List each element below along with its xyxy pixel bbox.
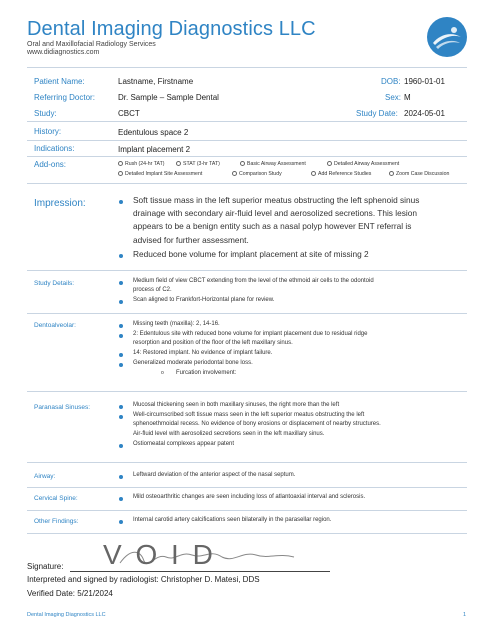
divider bbox=[27, 510, 467, 511]
study-value: CBCT bbox=[118, 109, 140, 118]
study-date-value: 2024-05-01 bbox=[404, 109, 445, 118]
dentoalveolar-item: Generalized moderate periodontal bone loss. bbox=[133, 360, 253, 366]
page-number: 1 bbox=[463, 612, 467, 618]
study-details-item: Medium field of view CBCT extending from the level of the ethmoid air cells to the odontoid process of C2. bbox=[133, 278, 374, 294]
airway-label: Airway: bbox=[34, 473, 56, 480]
bullet bbox=[119, 475, 123, 479]
bullet bbox=[119, 444, 123, 448]
impression-text-2: Reduced bone volume for implant placement at site of missing 2 bbox=[133, 249, 369, 259]
cervical-item: Mild osteoarthritic changes are seen including loss of atlantoaxial interval and sclerosis. bbox=[133, 494, 366, 500]
signature-label: Signature: bbox=[27, 562, 64, 571]
bullet bbox=[119, 363, 123, 367]
divider bbox=[27, 462, 467, 463]
indications-value: Implant placement 2 bbox=[118, 145, 191, 154]
study-date-label: Study Date: bbox=[356, 109, 398, 118]
addon-checkbox[interactable]: Basic Airway Assessment bbox=[240, 161, 306, 167]
addon-checkbox[interactable]: Detailed Airway Assessment bbox=[327, 161, 399, 167]
study-label: Study: bbox=[34, 109, 57, 118]
referring-doctor: Dr. Sample – Sample Dental bbox=[118, 93, 219, 102]
sub-bullet-marker: o bbox=[161, 370, 164, 376]
addon-checkbox[interactable]: Detailed Implant Site Assessment bbox=[118, 171, 202, 177]
company-website[interactable]: www.didiagnostics.com bbox=[27, 49, 100, 56]
bullet bbox=[119, 254, 123, 258]
patient-name-label: Patient Name: bbox=[34, 77, 85, 86]
impression-label: Impression: bbox=[34, 198, 86, 209]
dentoalveolar-label: Dentoalveolar: bbox=[34, 322, 76, 329]
header-divider bbox=[27, 67, 467, 68]
bullet bbox=[119, 415, 123, 419]
paranasal-label: Paranasal Sinuses: bbox=[34, 404, 91, 411]
dentoalveolar-item: 2: Edentulous site with reduced bone volume for implant placement due to residual ridge resorption and position of the floor of the left maxillary sinus. bbox=[133, 331, 368, 347]
addon-checkbox[interactable]: Zoom Case Discussion bbox=[389, 171, 449, 177]
history-label: History: bbox=[34, 127, 62, 136]
other-findings-label: Other Findings: bbox=[34, 518, 79, 525]
signature-line bbox=[70, 571, 330, 572]
bullet bbox=[119, 324, 123, 328]
divider bbox=[27, 313, 467, 314]
divider bbox=[27, 270, 467, 271]
company-logo-icon bbox=[427, 17, 467, 57]
divider bbox=[27, 156, 467, 157]
paranasal-item: Ostiomeatal complexes appear patent bbox=[133, 441, 235, 447]
dob-value: 1960-01-01 bbox=[404, 77, 445, 86]
patient-name: Lastname, Firstname bbox=[118, 77, 194, 86]
airway-item: Leftward deviation of the anterior aspect of the nasal septum. bbox=[133, 472, 296, 478]
cervical-label: Cervical Spine: bbox=[34, 495, 78, 502]
bullet bbox=[119, 405, 123, 409]
addon-checkbox[interactable]: Comparison Study bbox=[232, 171, 282, 177]
sex-label: Sex: bbox=[385, 93, 402, 102]
study-details-item: Scan aligned to Frankfort-Horizontal plane for review. bbox=[133, 297, 275, 303]
paranasal-item: Mucosal thickening seen in both maxillary sinuses, the right more than the left bbox=[133, 402, 340, 408]
divider bbox=[27, 533, 467, 534]
divider bbox=[27, 487, 467, 488]
interpreted-by: Interpreted and signed by radiologist: Christopher D. Matesi, DDS bbox=[27, 575, 260, 584]
bullet bbox=[119, 300, 123, 304]
sex-value: M bbox=[404, 93, 411, 102]
impression-text-1: Soft tissue mass in the left superior meatus obstructing the left sphenoid sinus drainage with secondary air-fluid level and aerosolized secretions. This lesion appears to be a benign entity such as a nasal polyp however ENT referral is advised for further assessment. bbox=[133, 195, 420, 245]
footer-company: Dental Imaging Diagnostics LLC bbox=[27, 612, 106, 618]
divider bbox=[27, 140, 467, 141]
divider bbox=[27, 183, 467, 184]
bullet bbox=[119, 281, 123, 285]
paranasal-item: Well-circumscribed soft tissue mass seen in the left superior meatus obstructing the left sphenoethmoidal recess. No evidence of bony erosions or displacement of nearby structures. Air-fluid level with aerosolized secretions seen in the left maxillary sinus. bbox=[133, 412, 381, 437]
study-details-label: Study Details: bbox=[34, 280, 75, 287]
history-value: Edentulous space 2 bbox=[118, 128, 189, 137]
referring-doctor-label: Referring Doctor: bbox=[34, 93, 95, 102]
addon-checkbox[interactable]: Rush (24-hr TAT) bbox=[118, 161, 165, 167]
indications-label: Indications: bbox=[34, 144, 75, 153]
dentoalveolar-item: 14: Restored implant. No evidence of implant failure. bbox=[133, 350, 273, 356]
bullet bbox=[119, 353, 123, 357]
divider bbox=[27, 121, 467, 122]
company-subtitle: Oral and Maxillofacial Radiology Services bbox=[27, 41, 156, 48]
dentoalveolar-item: Missing teeth (maxilla): 2, 14-16. bbox=[133, 321, 220, 327]
bullet bbox=[119, 200, 123, 204]
bullet bbox=[119, 520, 123, 524]
addon-checkbox[interactable]: Add Reference Studies bbox=[311, 171, 371, 177]
dentoalveolar-subitem: Furcation involvement: bbox=[176, 370, 237, 376]
addons-label: Add-ons: bbox=[34, 160, 67, 169]
divider bbox=[27, 391, 467, 392]
bullet bbox=[119, 334, 123, 338]
dob-label: DOB: bbox=[381, 77, 401, 86]
bullet bbox=[119, 497, 123, 501]
void-stamp: V O I D bbox=[103, 539, 216, 570]
verified-date: Verified Date: 5/21/2024 bbox=[27, 589, 113, 598]
other-findings-item: Internal carotid artery calcifications seen bilaterally in the parasellar region. bbox=[133, 517, 332, 523]
company-title: Dental Imaging Diagnostics LLC bbox=[27, 18, 316, 40]
addon-checkbox[interactable]: STAT (3-hr TAT) bbox=[176, 161, 220, 167]
